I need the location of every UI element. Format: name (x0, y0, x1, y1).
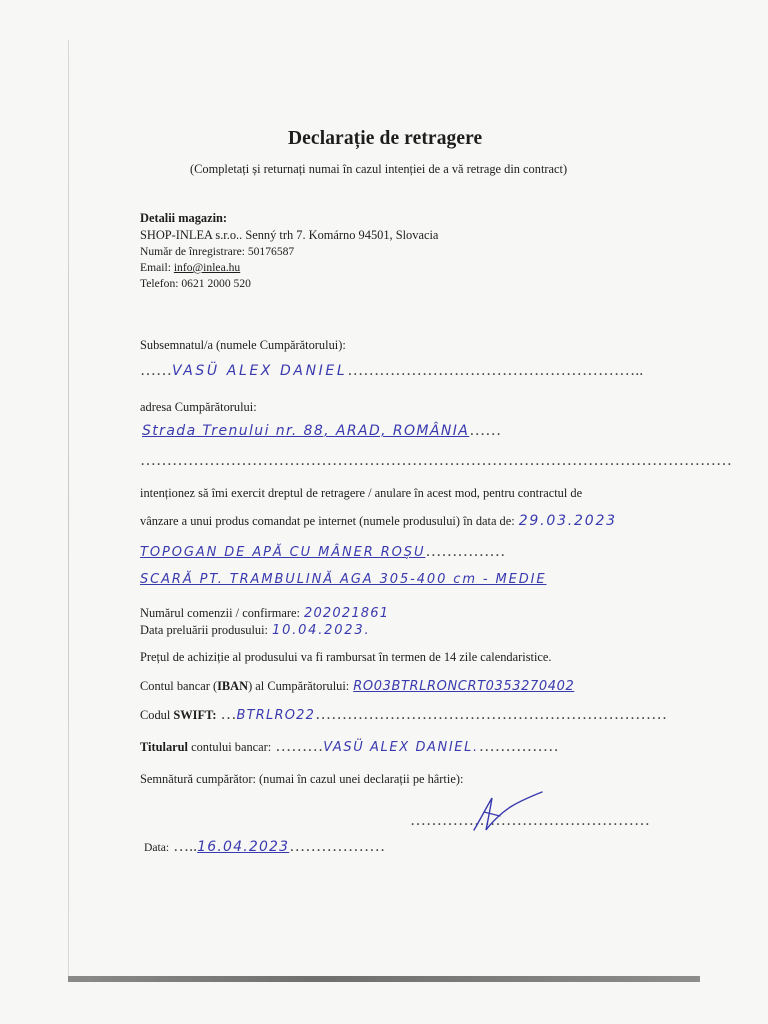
order-number-label: Numărul comenzii / confirmare: (140, 606, 300, 620)
date-label: Data: (144, 841, 170, 854)
buyer-name-line: ……VASÜ ALEX DANIEL……………………………………………….. (140, 362, 644, 379)
buyer-address-line: Strada Trenului nr. 88, ARAD, ROMÂNIA…… (142, 422, 502, 439)
swift-label: Codul SWIFT: (140, 708, 217, 722)
scan-edge-left (68, 40, 69, 980)
iban-value[interactable]: RO03BTRLRONCRT0353270402 (353, 679, 575, 694)
scan-edge-bottom (68, 976, 700, 982)
shop-email-link[interactable]: info@inlea.hu (173, 261, 241, 274)
signature-label: Semnătură cumpărător: (numai în cazul unei declarații pe hârtie): (140, 772, 464, 786)
document-title: Declarație de retragere (288, 128, 483, 149)
shop-registration: Număr de înregistrare: 50176587 (140, 245, 295, 258)
received-date-value[interactable]: 10.04.2023. (272, 623, 371, 638)
shop-phone: Telefon: 0621 2000 520 (140, 277, 251, 290)
date-value[interactable]: 16.04.2023 (197, 839, 290, 855)
date-line: Data: …..16.04.2023……………… (144, 838, 386, 855)
declaration-sheet (140, 0, 732, 1024)
intent-line-2-text: vânzare a unui produs comandat pe internet (numele produsului) în data de: (140, 514, 515, 528)
received-date-label: Data preluării produsului: (140, 623, 269, 637)
iban-label: Contul bancar (IBAN) al Cumpărătorului: (140, 679, 350, 693)
document-subtitle: (Completați și returnați numai în cazul intenției de a vă retrage din contract) (190, 162, 568, 176)
signature-image (466, 790, 546, 838)
refund-note: Prețul de achiziție al produsului va fi rambursat în termen de 14 zile calendaristice. (140, 650, 552, 664)
product-1-value[interactable]: TOPOGAN DE APĂ CU MÂNER ROȘU (140, 545, 426, 560)
buyer-address-label: adresa Cumpărătorului: (140, 400, 257, 414)
buyer-name-value[interactable]: VASÜ ALEX DANIEL (172, 363, 348, 379)
shop-address: SHOP-INLEA s.r.o.. Senný trh 7. Komárno 94501, Slovacia (140, 228, 439, 242)
intent-line-2 (140, 512, 617, 530)
buyer-address-value[interactable]: Strada Trenului nr. 88, ARAD, ROMÂNIA (142, 423, 470, 439)
holder-label: Titularul contului bancar: (140, 740, 272, 754)
holder-value[interactable]: VASÜ ALEX DANIEL. (323, 740, 479, 755)
signature-line: ……………………………………… (410, 812, 650, 829)
order-number-value[interactable]: 202021861 (303, 606, 390, 621)
product-2-value[interactable]: SCARĂ PT. TRAMBULINĂ AGA 305-400 cm - MEDIE (140, 572, 547, 587)
order-number-line (140, 604, 389, 622)
intent-line-1: intenționez să îmi exercit dreptul de retragere / anulare în acest mod, pentru contractul de (140, 486, 583, 500)
shop-email-line (140, 261, 240, 274)
product-line-2 (140, 570, 547, 588)
holder-line: Titularul contului bancar: ………VASÜ ALEX DANIEL.…………… (140, 738, 559, 755)
iban-line (140, 677, 574, 695)
order-date-value[interactable]: 29.03.2023 (518, 513, 617, 529)
swift-line: Codul SWIFT: …BTRLRO22………………………………………………………… (140, 706, 668, 723)
shop-email-label: Email: (140, 261, 171, 274)
shop-heading: Detalii magazin: (140, 211, 228, 225)
received-date-line (140, 621, 370, 639)
product-line-1: TOPOGAN DE APĂ CU MÂNER ROȘU…………… (140, 543, 506, 560)
address-blank-line: ………………………………………………………………………………………………… (140, 452, 732, 469)
swift-value[interactable]: BTRLRO22 (236, 708, 316, 723)
buyer-name-label: Subsemnatul/a (numele Cumpărătorului): (140, 338, 346, 352)
